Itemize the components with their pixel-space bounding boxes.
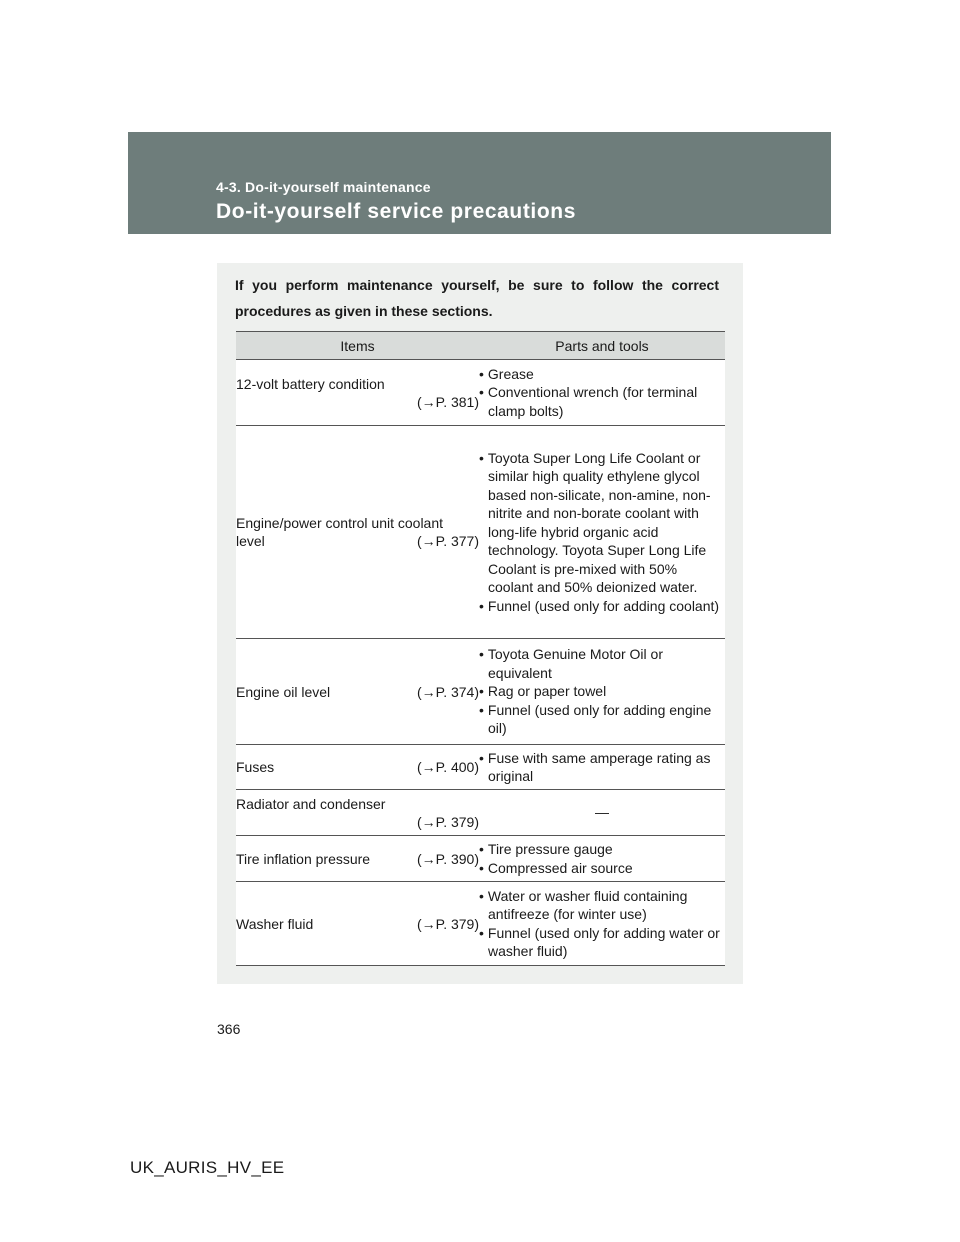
item-name: Washer fluid xyxy=(236,915,314,932)
parts-list xyxy=(479,887,725,961)
parts-list xyxy=(479,645,725,738)
item-cell xyxy=(236,639,479,745)
page-reference: (→P. 390) xyxy=(417,850,479,867)
parts-cell xyxy=(479,745,725,790)
parts-cell xyxy=(479,426,725,639)
item-name: Radiator and condenser xyxy=(236,795,386,812)
header-band xyxy=(128,132,831,234)
item-cell xyxy=(236,836,479,882)
column-header-parts: Parts and tools xyxy=(479,332,725,360)
parts-cell-empty: — xyxy=(479,790,725,836)
table-row xyxy=(236,836,725,882)
parts-list xyxy=(479,749,725,786)
item-cell xyxy=(236,882,479,966)
parts-cell xyxy=(479,836,725,882)
table-row xyxy=(236,639,725,745)
page-reference: (→P. 374) xyxy=(417,683,479,700)
list-item: • Fuse with same amperage rating as original xyxy=(479,749,725,786)
item-name: Tire inflation pressure xyxy=(236,850,371,867)
parts-cell xyxy=(479,360,725,426)
page-number: 366 xyxy=(217,1021,241,1037)
column-header-items: Items xyxy=(236,332,479,360)
list-item: • Funnel (used only for adding engine oil) xyxy=(479,701,725,738)
item-cell xyxy=(236,426,479,639)
table-row xyxy=(236,360,725,426)
table-row xyxy=(236,790,725,836)
item-name: Engine/power control unit coolant xyxy=(236,515,444,531)
item-cell xyxy=(236,360,479,426)
item-name: Engine oil level xyxy=(236,683,331,700)
intro-text: If you perform maintenance yourself, be sure to follow the correct procedures as given in these sections. xyxy=(235,277,719,319)
list-item: • Compressed air source xyxy=(479,859,725,878)
maintenance-table xyxy=(236,331,725,966)
item-cell xyxy=(236,790,479,836)
parts-list xyxy=(479,449,725,616)
list-item: • Toyota Super Long Life Coolant or similar high quality ethylene glycol based non-silicate, non-amine, non-nitrite and non-borate coolant with long-life hybrid organic acid technology. Toyota Super Long Life Coolant is pre-mixed with 50% coolant and 50% deionized water. xyxy=(479,449,725,597)
document-code: UK_AURIS_HV_EE xyxy=(130,1158,285,1177)
parts-cell xyxy=(479,882,725,966)
item-cell xyxy=(236,745,479,790)
list-item: • Tire pressure gauge xyxy=(479,840,725,859)
item-name-continued: level xyxy=(236,533,265,549)
parts-list xyxy=(479,365,725,421)
parts-cell xyxy=(479,639,725,745)
list-item: • Funnel (used only for adding water or washer fluid) xyxy=(479,924,725,961)
table-row xyxy=(236,882,725,966)
page-reference: (→P. 379) xyxy=(417,915,479,932)
item-name: Fuses xyxy=(236,759,275,775)
page-reference: (→P. 379) xyxy=(417,813,479,830)
list-item: • Conventional wrench (for terminal clamp bolts) xyxy=(479,383,725,420)
table-row xyxy=(236,426,725,639)
table-header-row xyxy=(236,332,725,360)
list-item: • Rag or paper towel xyxy=(479,682,725,701)
table-row xyxy=(236,745,725,790)
list-item: • Toyota Genuine Motor Oil or equivalent xyxy=(479,645,725,682)
page-reference: (→P. 381) xyxy=(417,393,479,410)
list-item: • Water or washer fluid containing antifreeze (for winter use) xyxy=(479,887,725,924)
page-title: Do-it-yourself service precautions xyxy=(216,200,576,223)
list-item: • Funnel (used only for adding coolant) xyxy=(479,597,725,616)
content-panel xyxy=(217,263,743,984)
item-name: 12-volt battery condition xyxy=(236,375,385,392)
list-item: • Grease xyxy=(479,365,725,384)
parts-list xyxy=(479,840,725,877)
page-reference: (→P. 377) xyxy=(417,533,479,549)
page-reference: (→P. 400) xyxy=(417,759,479,775)
section-label: 4-3. Do-it-yourself maintenance xyxy=(216,179,431,195)
